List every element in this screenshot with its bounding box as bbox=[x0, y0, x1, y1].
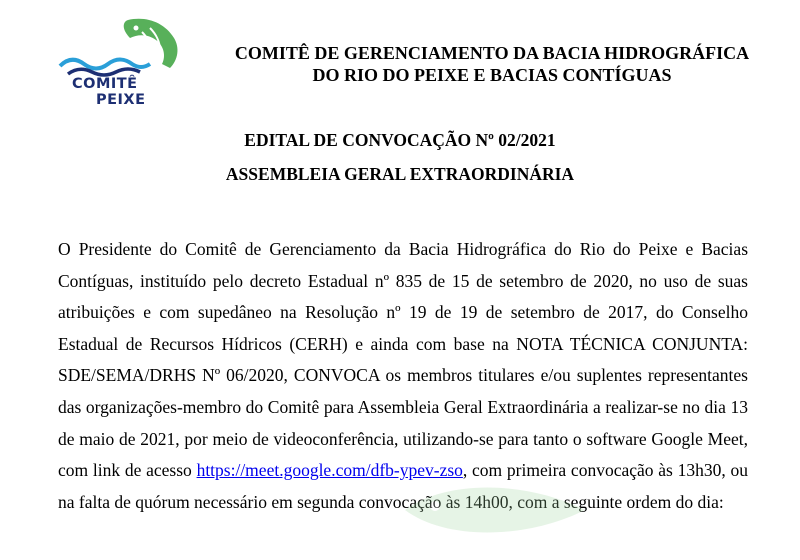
paragraph-text-2: , com primeira convocação às 13h30, ou na falta de quórum necessário em segunda convocação às 14h00, com a seguinte ordem do dia: bbox=[58, 460, 748, 512]
page-header-title bbox=[222, 42, 762, 86]
assembleia-title: ASSEMBLEIA GERAL EXTRAORDINÁRIA bbox=[225, 164, 575, 184]
paragraph-text-1: O Presidente do Comitê de Gerenciamento da Bacia Hidrográfica do Rio do Peixe e Bacias Contíguas, instituído pelo decreto Estadual nº 835 de 15 de setembro de 2020, no uso de suas atribuições e com supedâneo na Resolução nº 19 de 19 de setembro de 2017, do Conselho Estadual de Recursos Hídricos (CERH) e ainda com base na NOTA TÉCNICA CONJUNTA: SDE/SEMA/DRHS Nº 06/2020, CONVOCA os membros titulares e/ou suplentes representantes das organizações-membro do Comitê para Assembleia Geral Extraordinária a realizar-se no dia 13 de maio de 2021, por meio de videoconferência, utilizando-se para tanto o software Google Meet, com link de acesso bbox=[58, 239, 748, 481]
fish-watermark-icon bbox=[395, 470, 615, 560]
edital-title: EDITAL DE CONVOCAÇÃO Nº 02/2021 bbox=[244, 130, 556, 150]
meet-link[interactable]: https://meet.google.com/dfb-ypev-zso bbox=[196, 460, 463, 481]
logo-text-peixe: PEIXE bbox=[96, 92, 146, 108]
logo-text-comite: COMITÊ bbox=[72, 76, 138, 92]
header-title-line2: DO RIO DO PEIXE E BACIAS CONTÍGUAS bbox=[312, 65, 672, 85]
waves-icon bbox=[60, 60, 150, 69]
header-title-line1: COMITÊ DE GERENCIAMENTO DA BACIA HIDROGRÁFICA bbox=[234, 43, 750, 63]
